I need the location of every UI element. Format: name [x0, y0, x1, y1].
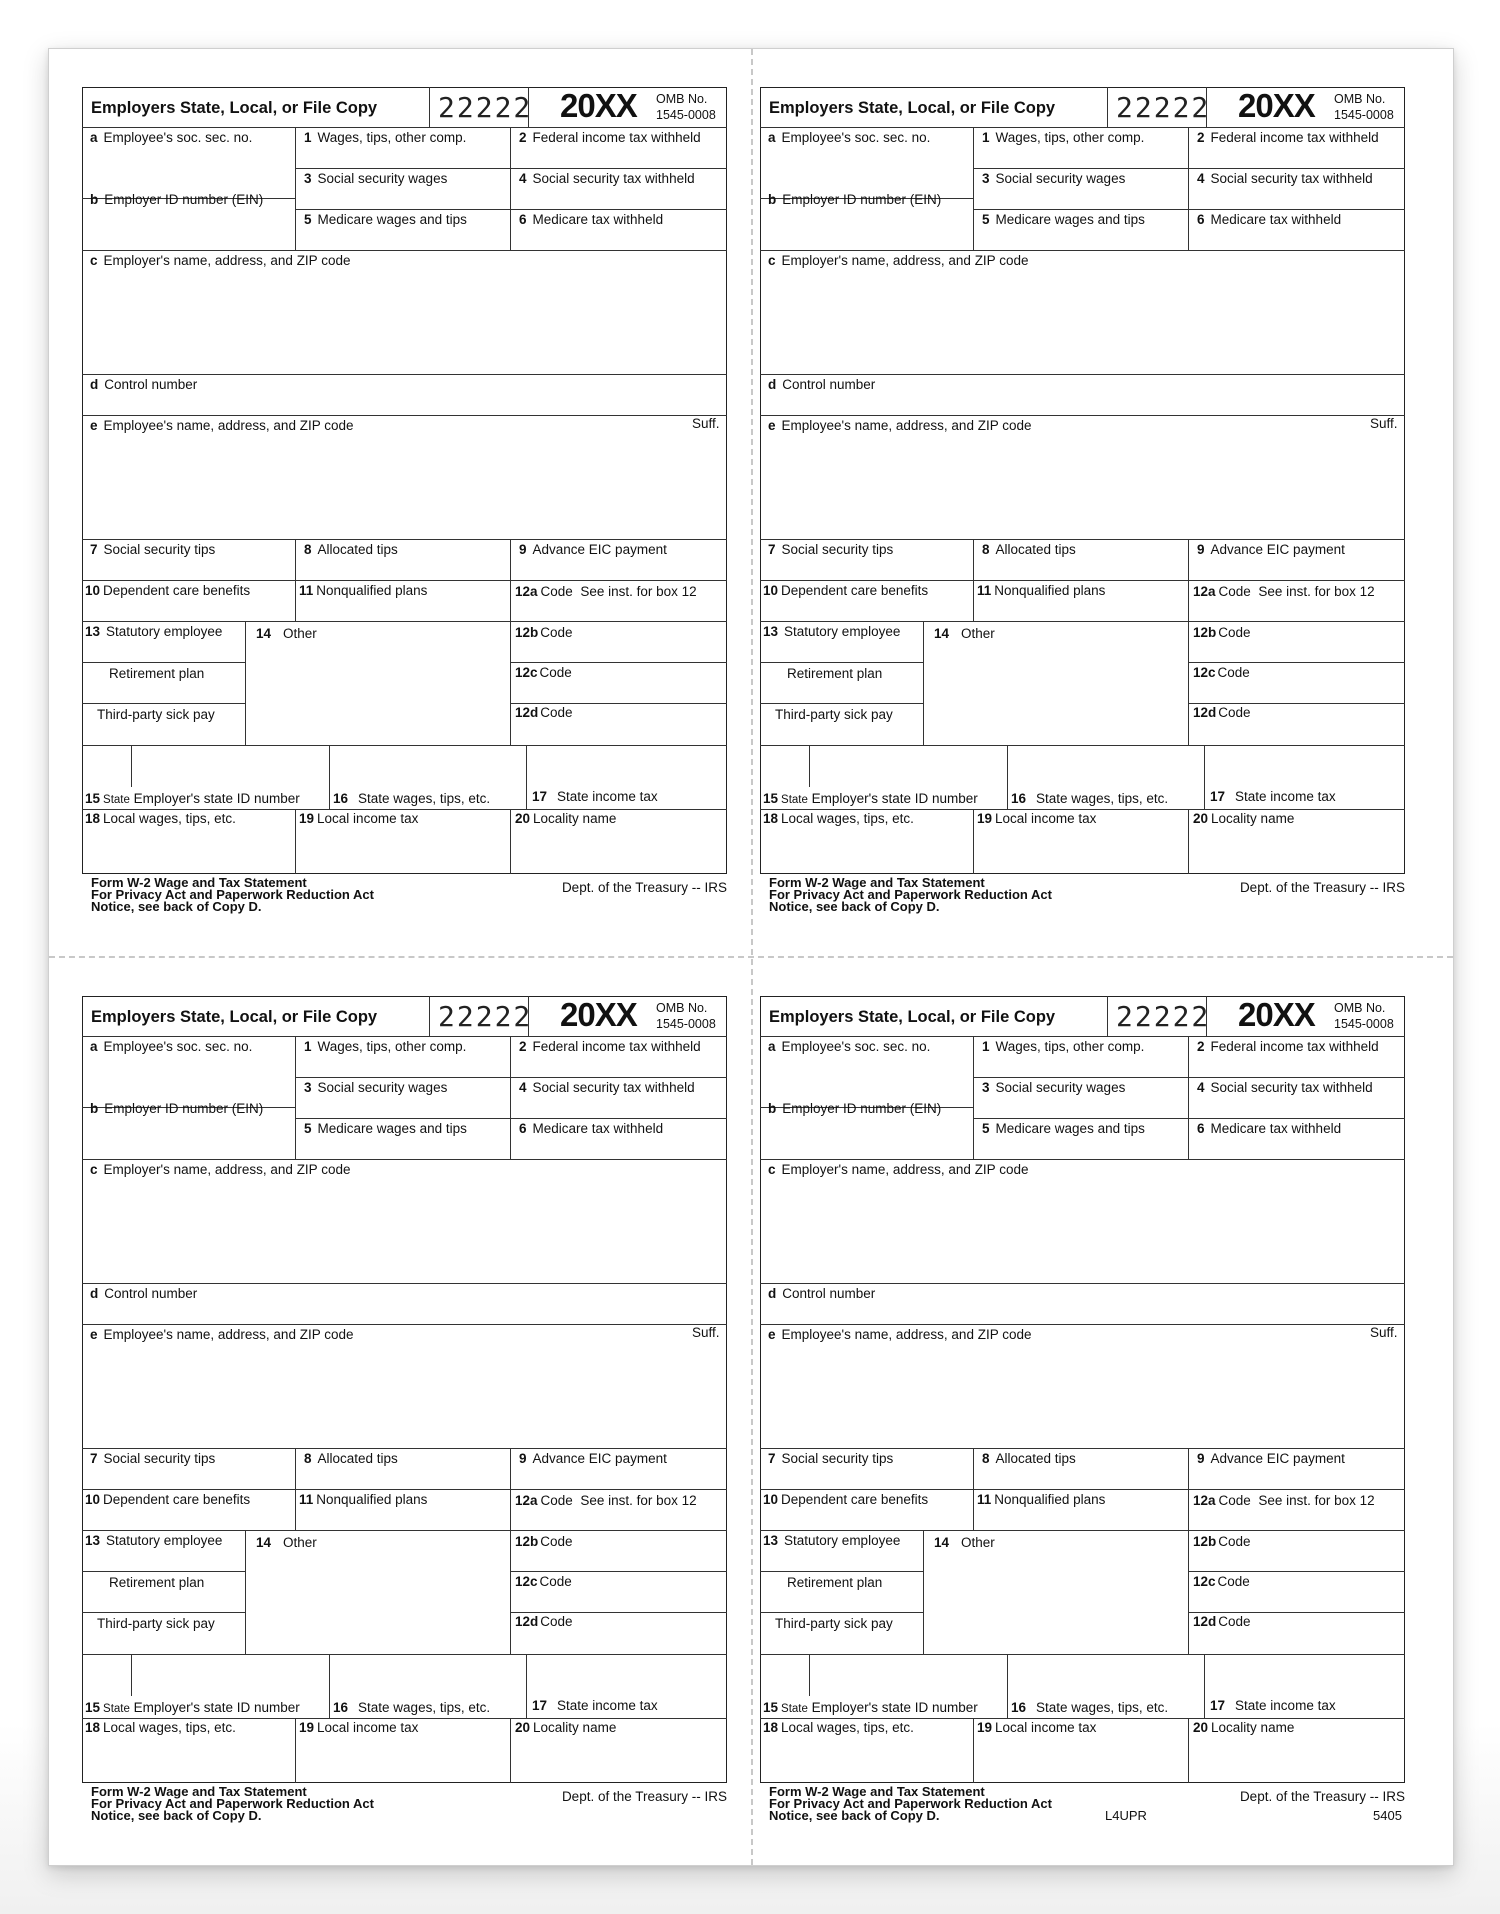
form-footer-title: Form W-2 Wage and Tax Statement For Privacy Act and Paperwork Reduction Act Notice, see back of Copy D. — [91, 1784, 374, 1823]
box-20-label: 20 Locality name — [515, 811, 617, 826]
box-e-label: e Employee's name, address, and ZIP code — [90, 1327, 354, 1342]
box-10-label: 10 Dependent care benefits — [85, 1492, 251, 1507]
copy-title: Employers State, Local, or File Copy — [769, 99, 1056, 117]
product-code: L4UPR — [1105, 1808, 1147, 1823]
form-code: 22222 — [1116, 91, 1211, 124]
box-2-label: 2 Federal income tax withheld — [1197, 1039, 1379, 1054]
box-12c-label: 12c Code — [1193, 1574, 1250, 1589]
box-17-label: 17 State income tax — [1210, 1698, 1336, 1713]
box-c-label: c Employer's name, address, and ZIP code — [90, 1162, 351, 1177]
box-e-label: e Employee's name, address, and ZIP code — [90, 418, 354, 433]
box-15-label: 15 State Employer's state ID number — [763, 791, 978, 806]
box-a-label: a Employee's soc. sec. no. — [768, 1039, 931, 1054]
box-12b-label: 12b Code — [515, 1534, 573, 1549]
box-7-label: 7 Social security tips — [768, 542, 894, 557]
form-footer-title: Form W-2 Wage and Tax Statement For Privacy Act and Paperwork Reduction Act Notice, see back of Copy D. — [769, 875, 1052, 914]
box-20-label: 20 Locality name — [1193, 1720, 1295, 1735]
box-2-label: 2 Federal income tax withheld — [519, 1039, 701, 1054]
box-6-label: 6 Medicare tax withheld — [519, 212, 664, 227]
box-6-label: 6 Medicare tax withheld — [1197, 212, 1342, 227]
box-18-label: 18 Local wages, tips, etc. — [85, 1720, 236, 1735]
box-12c-label: 12c Code — [515, 1574, 572, 1589]
box-18-label: 18 Local wages, tips, etc. — [763, 811, 914, 826]
box-12b-label: 12b Code — [515, 625, 573, 640]
box-9-label: 9 Advance EIC payment — [1197, 1451, 1345, 1466]
box-19-label: 19 Local income tax — [299, 1720, 419, 1735]
box-8-label: 8 Allocated tips — [304, 1451, 398, 1466]
suffix-label: Suff. — [1370, 1325, 1398, 1340]
box-13-label: 13 Statutory employee — [85, 1533, 223, 1548]
box-8-label: 8 Allocated tips — [982, 542, 1076, 557]
box-9-label: 9 Advance EIC payment — [519, 542, 667, 557]
third-party-sick-pay-label: Third-party sick pay — [775, 1616, 893, 1631]
horizontal-perforation — [49, 956, 1453, 958]
copy-title: Employers State, Local, or File Copy — [91, 99, 378, 117]
box-14-label: 14 Other — [256, 626, 317, 641]
box-b-label: b Employer ID number (EIN) — [768, 1101, 942, 1116]
box-11-label: 11 Nonqualified plans — [977, 1492, 1106, 1507]
form-code: 22222 — [1116, 1000, 1211, 1033]
box-12c-label: 12c Code — [1193, 665, 1250, 680]
omb-number: OMB No. 1545-0008 — [656, 92, 716, 122]
box-16-label: 16 State wages, tips, etc. — [1011, 1700, 1169, 1715]
third-party-sick-pay-label: Third-party sick pay — [775, 707, 893, 722]
product-number: 5405 — [1373, 1808, 1402, 1823]
w2-form-top-right — [760, 87, 1405, 942]
box-14-label: 14 Other — [934, 1535, 995, 1550]
retirement-plan-label: Retirement plan — [109, 666, 205, 681]
box-15-label: 15 State Employer's state ID number — [85, 1700, 300, 1715]
box-b-label: b Employer ID number (EIN) — [90, 192, 264, 207]
box-1-label: 1 Wages, tips, other comp. — [982, 130, 1145, 145]
box-6-label: 6 Medicare tax withheld — [1197, 1121, 1342, 1136]
box-10-label: 10 Dependent care benefits — [763, 583, 929, 598]
box-6-label: 6 Medicare tax withheld — [519, 1121, 664, 1136]
box-3-label: 3 Social security wages — [982, 1080, 1126, 1095]
box-c-label: c Employer's name, address, and ZIP code — [768, 1162, 1029, 1177]
box-d-label: d Control number — [90, 377, 198, 392]
box-13-label: 13 Statutory employee — [85, 624, 223, 639]
w2-form-bottom-right — [760, 996, 1405, 1851]
box-12b-label: 12b Code — [1193, 1534, 1251, 1549]
box-5-label: 5 Medicare wages and tips — [982, 212, 1145, 227]
box-8-label: 8 Allocated tips — [982, 1451, 1076, 1466]
box-3-label: 3 Social security wages — [982, 171, 1126, 186]
retirement-plan-label: Retirement plan — [787, 1575, 883, 1590]
box-1-label: 1 Wages, tips, other comp. — [304, 130, 467, 145]
box-16-label: 16 State wages, tips, etc. — [333, 1700, 491, 1715]
box-2-label: 2 Federal income tax withheld — [519, 130, 701, 145]
box-7-label: 7 Social security tips — [90, 1451, 216, 1466]
box-15-label: 15 State Employer's state ID number — [85, 791, 300, 806]
form-year: 20XX — [1238, 996, 1315, 1033]
box-4-label: 4 Social security tax withheld — [519, 171, 695, 186]
box-e-label: e Employee's name, address, and ZIP code — [768, 418, 1032, 433]
dept-treasury-label: Dept. of the Treasury -- IRS — [561, 880, 727, 895]
box-12a-label: 12a Code See inst. for box 12 — [515, 1493, 697, 1508]
box-d-label: d Control number — [768, 377, 876, 392]
dept-treasury-label: Dept. of the Treasury -- IRS — [561, 1789, 727, 1804]
box-12a-label: 12a Code See inst. for box 12 — [515, 584, 697, 599]
box-10-label: 10 Dependent care benefits — [763, 1492, 929, 1507]
box-c-label: c Employer's name, address, and ZIP code — [768, 253, 1029, 268]
box-7-label: 7 Social security tips — [768, 1451, 894, 1466]
form-footer-title: Form W-2 Wage and Tax Statement For Privacy Act and Paperwork Reduction Act Notice, see back of Copy D. — [91, 875, 374, 914]
box-15-label: 15 State Employer's state ID number — [763, 1700, 978, 1715]
box-a-label: a Employee's soc. sec. no. — [90, 1039, 253, 1054]
box-20-label: 20 Locality name — [515, 1720, 617, 1735]
box-20-label: 20 Locality name — [1193, 811, 1295, 826]
box-16-label: 16 State wages, tips, etc. — [333, 791, 491, 806]
form-year: 20XX — [1238, 87, 1315, 124]
third-party-sick-pay-label: Third-party sick pay — [97, 1616, 215, 1631]
box-b-label: b Employer ID number (EIN) — [768, 192, 942, 207]
box-17-label: 17 State income tax — [1210, 789, 1336, 804]
box-d-label: d Control number — [90, 1286, 198, 1301]
dept-treasury-label: Dept. of the Treasury -- IRS — [1239, 1789, 1405, 1804]
form-year: 20XX — [560, 87, 637, 124]
box-12c-label: 12c Code — [515, 665, 572, 680]
box-17-label: 17 State income tax — [532, 1698, 658, 1713]
copy-title: Employers State, Local, or File Copy — [91, 1008, 378, 1026]
box-10-label: 10 Dependent care benefits — [85, 583, 251, 598]
omb-number: OMB No. 1545-0008 — [1334, 1001, 1394, 1031]
box-16-label: 16 State wages, tips, etc. — [1011, 791, 1169, 806]
box-3-label: 3 Social security wages — [304, 1080, 448, 1095]
suffix-label: Suff. — [692, 416, 720, 431]
box-12a-label: 12a Code See inst. for box 12 — [1193, 584, 1375, 599]
box-3-label: 3 Social security wages — [304, 171, 448, 186]
box-5-label: 5 Medicare wages and tips — [304, 1121, 467, 1136]
box-13-label: 13 Statutory employee — [763, 624, 901, 639]
box-d-label: d Control number — [768, 1286, 876, 1301]
suffix-label: Suff. — [1370, 416, 1398, 431]
third-party-sick-pay-label: Third-party sick pay — [97, 707, 215, 722]
form-code: 22222 — [438, 1000, 533, 1033]
box-4-label: 4 Social security tax withheld — [1197, 171, 1373, 186]
box-5-label: 5 Medicare wages and tips — [304, 212, 467, 227]
box-14-label: 14 Other — [256, 1535, 317, 1550]
box-12a-label: 12a Code See inst. for box 12 — [1193, 1493, 1375, 1508]
box-4-label: 4 Social security tax withheld — [519, 1080, 695, 1095]
box-b-label: b Employer ID number (EIN) — [90, 1101, 264, 1116]
box-19-label: 19 Local income tax — [977, 1720, 1097, 1735]
box-19-label: 19 Local income tax — [977, 811, 1097, 826]
box-13-label: 13 Statutory employee — [763, 1533, 901, 1548]
form-footer-title: Form W-2 Wage and Tax Statement For Privacy Act and Paperwork Reduction Act Notice, see back of Copy D. — [769, 1784, 1052, 1823]
box-11-label: 11 Nonqualified plans — [299, 1492, 428, 1507]
omb-number: OMB No. 1545-0008 — [1334, 92, 1394, 122]
form-code: 22222 — [438, 91, 533, 124]
box-1-label: 1 Wages, tips, other comp. — [982, 1039, 1145, 1054]
box-1-label: 1 Wages, tips, other comp. — [304, 1039, 467, 1054]
suffix-label: Suff. — [692, 1325, 720, 1340]
box-a-label: a Employee's soc. sec. no. — [768, 130, 931, 145]
retirement-plan-label: Retirement plan — [109, 1575, 205, 1590]
copy-title: Employers State, Local, or File Copy — [769, 1008, 1056, 1026]
box-7-label: 7 Social security tips — [90, 542, 216, 557]
box-5-label: 5 Medicare wages and tips — [982, 1121, 1145, 1136]
box-18-label: 18 Local wages, tips, etc. — [85, 811, 236, 826]
box-2-label: 2 Federal income tax withheld — [1197, 130, 1379, 145]
omb-number: OMB No. 1545-0008 — [656, 1001, 716, 1031]
form-year: 20XX — [560, 996, 637, 1033]
box-11-label: 11 Nonqualified plans — [977, 583, 1106, 598]
box-12d-label: 12d Code — [1193, 705, 1251, 720]
box-c-label: c Employer's name, address, and ZIP code — [90, 253, 351, 268]
box-9-label: 9 Advance EIC payment — [519, 1451, 667, 1466]
box-12d-label: 12d Code — [515, 705, 573, 720]
box-4-label: 4 Social security tax withheld — [1197, 1080, 1373, 1095]
dept-treasury-label: Dept. of the Treasury -- IRS — [1239, 880, 1405, 895]
box-14-label: 14 Other — [934, 626, 995, 641]
box-9-label: 9 Advance EIC payment — [1197, 542, 1345, 557]
box-11-label: 11 Nonqualified plans — [299, 583, 428, 598]
box-e-label: e Employee's name, address, and ZIP code — [768, 1327, 1032, 1342]
box-12b-label: 12b Code — [1193, 625, 1251, 640]
box-17-label: 17 State income tax — [532, 789, 658, 804]
box-8-label: 8 Allocated tips — [304, 542, 398, 557]
box-18-label: 18 Local wages, tips, etc. — [763, 1720, 914, 1735]
w2-form-bottom-left — [82, 996, 727, 1851]
retirement-plan-label: Retirement plan — [787, 666, 883, 681]
box-a-label: a Employee's soc. sec. no. — [90, 130, 253, 145]
w2-form-top-left — [82, 87, 727, 942]
box-19-label: 19 Local income tax — [299, 811, 419, 826]
box-12d-label: 12d Code — [515, 1614, 573, 1629]
box-12d-label: 12d Code — [1193, 1614, 1251, 1629]
